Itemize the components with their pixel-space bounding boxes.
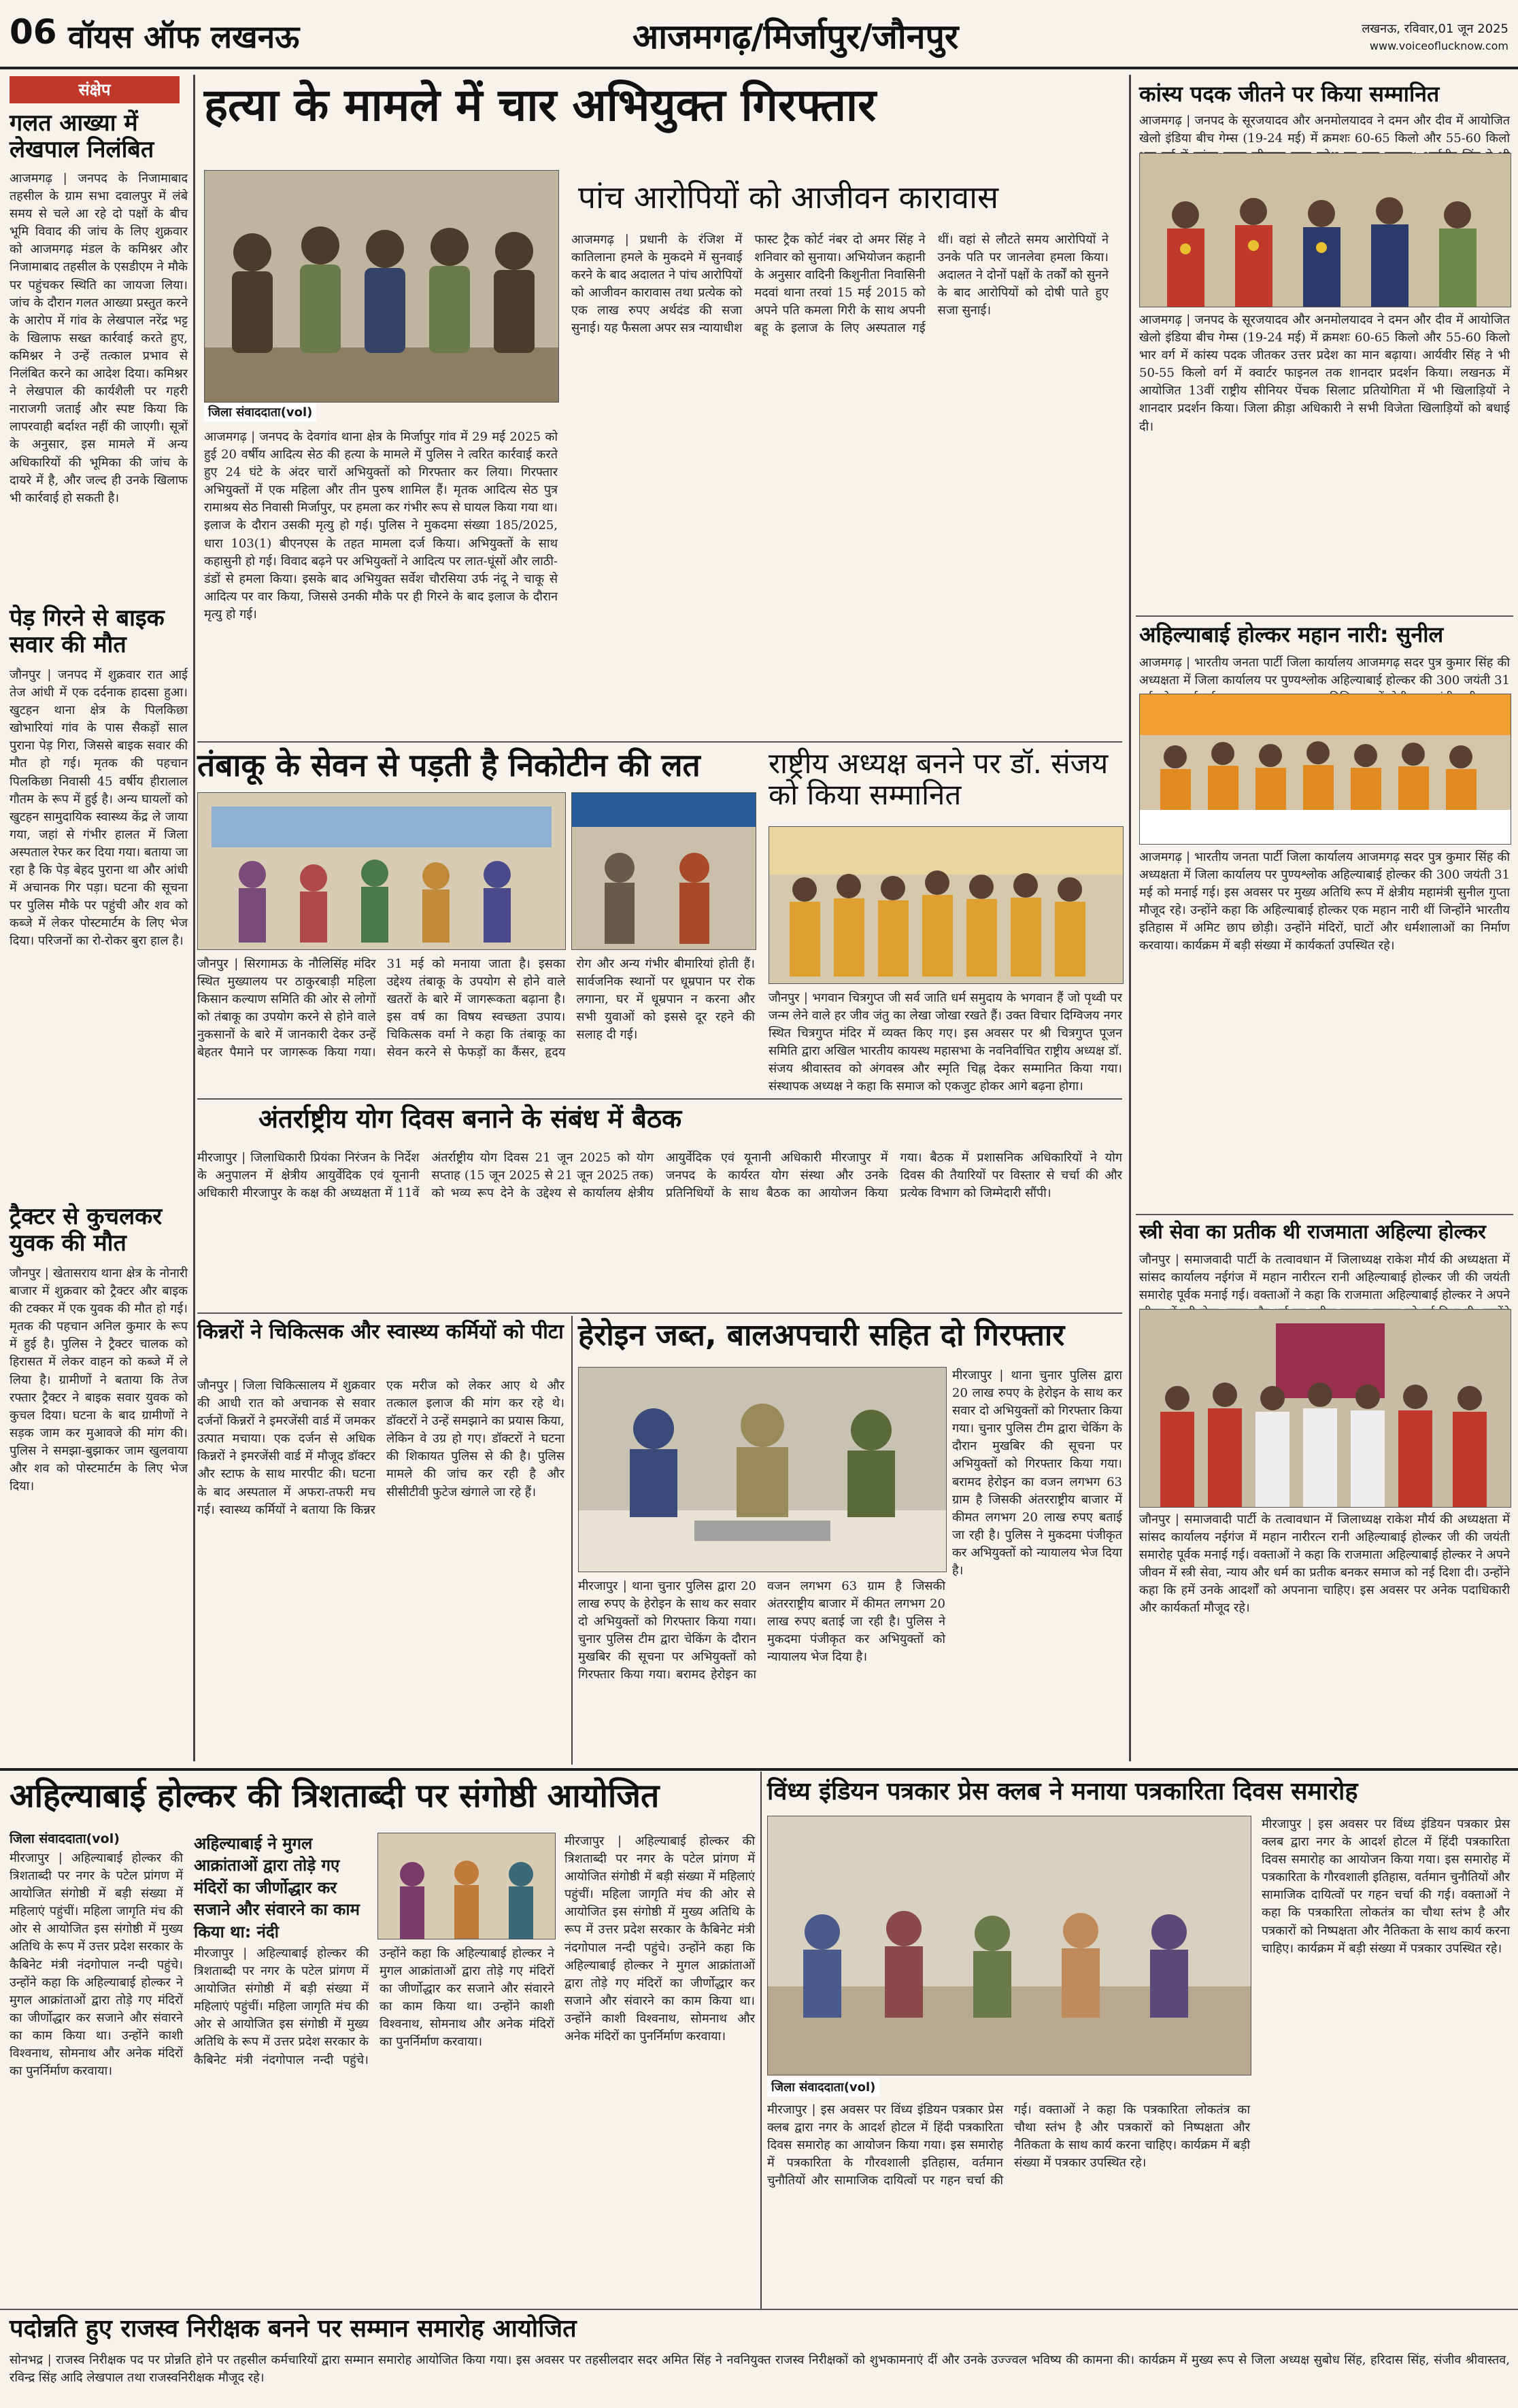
heroin-text: मीरजापुर | थाना चुनार पुलिस द्वारा 20 लाख रुपए के हेरोइन के साथ कर सवार दो अभियुक्तों को गिरफ्तार किया गया। चुनार पुलिस टीम द्वारा चेकिंग के दौरान मुखबिर की सूचना पर अभियुक्तों को गिरफ्तार किया गया। बरामद हेरोइन का वजन लगभग 63 ग्राम है जिसकी अंतरराष्ट्रीय बाजार में कीमत लगभग 20 लाख रुपए बताई जा रही है। पुलिस ने मुकदमा पंजीकृत कर अभियुक्तों को न्यायालय भेज दिया है। [578,1579,945,1682]
ahilya-seminar-headline: अहिल्याबाई होल्कर की त्रिशताब्दी पर संगोष्ठी आयोजित [10,1777,660,1815]
patrakar-photo-image [768,1816,1251,2075]
ahilya-seminar-pullquote: अहिल्याबाई ने मुगल आक्रांताओं द्वारा तोड़े गए मंदिरों का जीर्णोद्धार कर सजाने और संवारने का काम किया था: नंदी [194,1834,360,1941]
rule-yoga-top [197,1098,1122,1100]
sidebar-text-2: जौनपुर | जनपद में शुक्रवार रात आई तेज आंधी में एक दर्दनाक हादसा हुआ। खुटहन थाना क्षेत्र के पिलकिछा खोभारियां गांव के पास सैकड़ों साल पुराना पेड़ गिरा, जिससे बाइक सवार की मौत हो गई। मृतक की पहचान पिलकिछा निवासी 45 वर्षीय हीरालाल गौतम के रूप में हुई है। अन्य घायलों को खुटहन सामुदायिक स्वास्थ्य केंद्र ले जाया गया, जहां से गंभीर हालत में जिला अस्पताल रेफर कर दिया गया। बताया जा रहा है कि पेड़ बेहद पुराना था और आंधी में अचानक गिर पड़ा। घटना की सूचना पर पुलिस मौके पर पहुंची और शव को कब्जे में लेकर पोस्टमार्टम के लिए भेज दिया। परिजनों का रो-रोकर बुरा हाल है। [10,668,188,949]
ahilya-sunil-photo [1139,694,1511,845]
tobacco-photo [197,792,566,950]
ahilya-seminar-byline: जिला संवाददाता(vol) [10,1831,120,1846]
lead-photo-image [205,171,558,402]
page-number: 06 [10,12,57,52]
rule-kinnar-top [197,1312,1122,1314]
sidebar-headline-3: ट्रैक्टर से कुचलकर युवक की मौत [10,1203,163,1257]
ahilya-seminar-photo [377,1833,556,1939]
kansya-photo-image [1140,154,1511,307]
padonnati-headline: पदोन्नति हुए राजस्व निरीक्षक बनने पर सम्मान समारोह आयोजित [10,2315,577,2343]
lead-photo-caption: जिला संवाददाता(vol) [204,403,316,422]
stri-seva-photo [1139,1309,1511,1508]
stri-seva-photo-image [1140,1310,1511,1507]
ahilya-seminar-text-1: मीरजापुर | अहिल्याबाई होल्कर की त्रिशताब्दी पर नगर के पटेल प्रांगण में आयोजित संगोष्ठी में बड़ी संख्या में महिलाएं पहुंचीं। महिला जागृति मंच की ओर से आयोजित इस संगोष्ठी में मुख्य अतिथि के रूप में उत्तर प्रदेश सरकार के कैबिनेट मंत्री नंदगोपाल नन्दी पहुंचे। उन्होंने कहा कि अहिल्याबाई होल्कर ने मुगल आक्रांताओं द्वारा तोड़े गए मंदिरों का जीर्णोद्धार कर सजाने और संवारने का काम किया था। उन्होंने काशी विश्वनाथ, सोमनाथ और अनेक मंदिरों का पुनर्निर्माण करवाया। [10,1851,183,2079]
stri-seva-headline: स्त्री सेवा का प्रतीक थी राजमाता अहिल्या होल्कर [1139,1220,1486,1243]
ahilya-seminar-text-3: मीरजापुर | अहिल्याबाई होल्कर की त्रिशताब्दी पर नगर के पटेल प्रांगण में आयोजित संगोष्ठी में बड़ी संख्या में महिलाएं पहुंचीं। महिला जागृति मंच की ओर से आयोजित इस संगोष्ठी में मुख्य अतिथि के रूप में उत्तर प्रदेश सरकार के कैबिनेट मंत्री नंदगोपाल नन्दी पहुंचे। उन्होंने कहा कि अहिल्याबाई होल्कर ने मुगल आक्रांताओं द्वारा तोड़े गए मंदिरों का जीर्णोद्धार कर सजाने और संवारने का काम किया था। उन्होंने काशी विश्वनाथ, सोमनाथ और अनेक मंदिरों का पुनर्निर्माण करवाया। [564,1834,755,2044]
rashtriya-photo-image [769,827,1123,983]
ahilya-sunil-text: आजमगढ़ | भारतीय जनता पार्टी जिला कार्यालय आजमगढ़ सदर पुत्र कुमार सिंह की अध्यक्षता में जिला कार्यालय पर पुण्यश्लोक अहिल्याबाई होल्कर की 300 जयंती 31 मई को मनाई गई। इस अवसर पर मुख्य अतिथि रूप में क्षेत्रीय महामंत्री सुनील गुप्ता मौजूद रहे। उन्होंने कहा कि अहिल्याबाई होल्कर एक महान नारी थीं जिन्होंने भारतीय इतिहास में अमिट छाप छोड़ी। उन्होंने मंदिरों, घाटों और धर्मशालाओं का निर्माण करवाया। कार्यक्रम में बड़ी संख्या में कार्यकर्ता उपस्थित रहे। [1139,850,1510,953]
lead-text: आजमगढ़ | जनपद के देवगांव थाना क्षेत्र के मिर्जापुर गांव में 29 मई 2025 को हुई 20 वर्षीय आदित्य सेठ की हत्या के मामले में पुलिस ने त्वरित कार्रवाई करते हुए 24 घंटे के अंदर चारों अभियुक्तों को गिरफ्तार कर लिया। गिरफ्तार अभियुक्तों में एक महिला और तीन पुरुष शामिल हैं। मृतक आदित्य सेठ पुत्र रामाश्रय सेठ निवासी मिर्जापुर, पर हमला कर गंभीर रूप से घायल किया गया था। इलाज के दौरान उसकी मृत्यु हो गई। पुलिस ने मुकदमा संख्या 185/2025, धारा 103(1) बीएनएस के तहत मामला दर्ज किया। अभियुक्तों के साथ कहासुनी हो गई। विवाद बढ़ने पर अभियुक्तों ने आदित्य पर लात-घूंसों और लाठी-डंडों से हमला किया। इसके बाद अभियुक्त सर्वेश चौरसिया उर्फ नंदू ने चाकू से आदित्य पर वार किया, जिससे उनकी मौके पर ही गिरने के बाद इलाज के दौरान मृत्यु हो गई। [204,430,558,622]
ahilya-seminar-photo-image [378,1833,555,1939]
tobacco-photo-2-image [572,793,756,949]
sidebar-text-3: जौनपुर | खेतासराय थाना क्षेत्र के नोनारी बाजार में शुक्रवार को ट्रैक्टर और बाइक की टक्कर में एक युवक की मौत हो गई। मृतक की पहचान अनिल कुमार के रूप में हुई है। पुलिस ने ट्रैक्टर चालक को हिरासत में लेकर वाहन को कब्जे में ले लिया है। ग्रामीणों ने बताया कि तेज रफ्तार ट्रैक्टर ने बाइक सवार युवक को कुचल दिया। घटना के बाद ग्रामीणों ने सड़क जाम कर मुआवजे की मांग की। पुलिस ने समझा-बुझाकर जाम खुलवाया और शव को पोस्टमार्टम के लिए भेज दिया। [10,1266,188,1494]
lead-sub-headline: पांच आरोपियों को आजीवन कारावास [578,179,999,216]
patrakar-byline: जिला संवाददाता(vol) [767,2078,879,2097]
rule-lead-bottom [197,741,1122,743]
rule-stri-top [1136,1214,1513,1215]
lead-photo [204,170,559,403]
rule-sunil-top [1136,615,1513,617]
sidebar-headline-2: पेड़ गिरने से बाइक सवार की मौत [10,605,165,659]
ahilya-sunil-headline: अहिल्याबाई होल्कर महान नारी: सुनील [1139,622,1444,647]
heroin-headline: हेरोइन जब्त, बालअपचारी सहित दो गिरफ्तार [578,1318,1065,1353]
kansya-photo [1139,153,1511,307]
paper-name: वॉयस ऑफ लखनऊ [68,18,300,55]
kansya-headline: कांस्य पदक जीतने पर किया सम्मानित [1139,81,1440,107]
tobacco-headline: तंबाकू के सेवन से पड़ती है निकोटीन की लत [197,747,701,783]
kinnar-headline: किन्नरों ने चिकित्सक और स्वास्थ्य कर्मियों को पीटा [197,1320,564,1344]
date-line: लखनऊ, रविवार,01 जून 2025 [1362,22,1508,36]
heroin-photo [578,1367,947,1572]
website[interactable]: www.voiceoflucknow.com [1369,39,1508,52]
kinnar-text: जौनपुर | जिला चिकित्सालय में शुक्रवार की आधी रात को अचानक से सवार दर्जनों किन्नरों ने इमरजेंसी वार्ड में जमकर उत्पात मचाया। एक दर्जन से अधिक किन्नरों ने इमरजेंसी वार्ड में मौजूद डॉक्टर और स्टाफ के साथ मारपीट की। घटना के बाद अस्पताल में अफरा-तफरी मच गई। स्वास्थ्य कर्मियों ने बताया कि किन्नर एक मरीज को लेकर आए थे और तत्काल इलाज की मांग कर रहे थे। डॉक्टरों ने उन्हें समझाने का प्रयास किया, लेकिन वे उग्र हो गए। डॉक्टरों ने घटना की शिकायत पुलिस से की है। पुलिस मामले की जांच कर रही है और सीसीटीवी फुटेज खंगाले जा रहे हैं। [197,1378,564,1517]
patrakar-photo [767,1816,1251,2075]
rule-lower-top [0,1768,1518,1771]
lead-headline: हत्या के मामले में चार अभियुक्त गिरफ्तार [204,79,877,131]
patrakar-text-1: मीरजापुर | इस अवसर पर विंध्य इंडियन पत्रकार प्रेस क्लब द्वारा नगर के आदर्श होटल में हिंदी पत्रकारिता दिवस समारोह का आयोजन किया गया। इस समारोह में पत्रकारिता के गौरवशाली इतिहास, वर्तमान चुनौतियों और सामाजिक दायित्वों पर गहन चर्चा की गई। वक्ताओं ने कहा कि पत्रकारिता लोकतंत्र का चौथा स्तंभ है और पत्रकारों को निष्पक्षता और नैतिकता के साथ कार्य करना चाहिए। कार्यक्रम में बड़ी संख्या में पत्रकार उपस्थित रहे। [767,2103,1250,2188]
stri-seva-lead: जौनपुर | समाजवादी पार्टी के तत्वावधान में जिलाध्यक्ष राकेश मौर्य की अध्यक्षता में सांसद कार्यालय नईगंज में महान नारीरत्न रानी अहिल्याबाई होल्कर जी की जयंती समारोह पूर्वक मनाई गई। वक्ताओं ने कहा कि राजमाता अहिल्याबाई होल्कर ने अपने [1139,1253,1510,1303]
ahilya-sunil-lead: आजमगढ़ | भारतीय जनता पार्टी जिला कार्यालय आजमगढ़ सदर पुत्र कुमार सिंह की अध्यक्षता में जिला कार्यालय पर पुण्यश्लोक अहिल्याबाई होल्कर की 300 जयंती 31 [1139,656,1510,688]
rashtriya-headline: राष्ट्रीय अध्यक्ष बनने पर डॉ. संजय को किया सम्मानित [769,747,1109,812]
patrakar-text-2: मीरजापुर | इस अवसर पर विंध्य इंडियन पत्रकार प्रेस क्लब द्वारा नगर के आदर्श होटल में हिंदी पत्रकारिता दिवस समारोह का आयोजन किया गया। इस समारोह में पत्रकारिता के गौरवशाली इतिहास, वर्तमान चुनौतियों और सामाजिक दायित्वों पर गहन चर्चा की गई। वक्ताओं ने कहा कि पत्रकारिता लोकतंत्र का चौथा स्तंभ है और पत्रकारों को निष्पक्षता और नैतिकता के साथ कार्य करना चाहिए। कार्यक्रम में बड़ी संख्या में पत्रकार उपस्थित रहे। [1262,1817,1510,1956]
region-title: आजमगढ़/मिर्जापुर/जौनपुर [632,17,959,56]
sidebar-text-1: आजमगढ़ | जनपद के निजामाबाद तहसील के ग्राम सभा दवालपुर में लंबे समय से चले आ रहे दो पक्षों के बीच भूमि विवाद की जांच के लिए शुक्रवार को आजमगढ़ मंडल के कमिश्नर और निजामाबाद तहसील के एसडीएम ने मौके पर पहुंचकर स्थिति का जायजा लिया। जांच के दौरान गलत आख्या प्रस्तुत करने के आरोप में गांव के लेखपाल नरेंद्र भट्ट के खिलाफ सख्त कार्रवाई करते हुए, कमिश्नर ने उन्हें तत्काल प्रभाव से निलंबित करने का आदेश दिया। कमिश्नर ने लेखपाल की कार्यशैली पर गहरी नाराजगी जताई और स्पष्ट किया कि लापरवाही बर्दाश्त नहीं की जाएगी। सूत्रों के अनुसार, इस मामले में अन्य अधिकारियों की भूमिका की जांच के दायरे में है, और जल्द ही उनके खिलाफ भी कार्रवाई हो सकती है। [10,171,188,505]
right-divider [1129,75,1131,1761]
sidebar-label: संक्षेप [10,76,180,103]
kansya-text: आजमगढ़ | जनपद के सूरजयादव और अनमोलयादव ने दमन और दीव में आयोजित खेलो इंडिया बीच गेम्स (19-24 मई) में क्रमशः 60-65 किलो और 55-60 किलो भार वर्ग में कांस्य पदक जीतकर उत्तर प्रदेश का मान बढ़ाया। आर्यवीर सिंह ने भी 50-55 किलो वर्ग में क्वार्टर फाइनल तक शानदार प्रदर्शन किया। लखनऊ में आयोजित 13वीं राष्ट्रीय सीनियर पेंचक सिलाट प्रतियोगिता में भी खिलाड़ियों ने शानदार प्रदर्शन किया। जिला क्रीड़ा अधिकारी ने सभी विजेता खिलाड़ियों को बधाई दी। [1139,313,1510,434]
tobacco-text: जौनपुर | सिरगामऊ के नौलिसिंह मंदिर स्थित मुख्यालय पर ठाकुरबाड़ी महिला किसान कल्याण समिति की ओर से लोगों को तंबाकू का उपयोग करने से होने वाले नुकसानों के बारे में जानकारी देकर उन्हें बेहतर पैमाने पर जागरूक किया गया। 31 मई को मनाया जाता है। इसका उद्देश्य तंबाकू के उपयोग से होने वाले खतरों के बारे में जागरूकता बढ़ाना है। इस वर्ष का विषय स्वच्छता उपाय। चिकित्सक वर्मा ने कहा कि तंबाकू का सेवन करने से फेफड़ों का कैंसर, हृदय रोग और अन्य गंभीर बीमारियां होती हैं। सार्वजनिक स्थानों पर धूम्रपान पर रोक लगाना, घर में धूम्रपान न करना और सभी युवाओं को इससे दूर रहने की सलाह दी गई। [197,957,755,1060]
yoga-headline: अंतर्राष्ट्रीय योग दिवस बनाने के संबंध में बैठक [258,1104,682,1134]
ahilya-seminar-text-2: मीरजापुर | अहिल्याबाई होल्कर की त्रिशताब्दी पर नगर के पटेल प्रांगण में आयोजित संगोष्ठी में बड़ी संख्या में महिलाएं पहुंचीं। महिला जागृति मंच की ओर से आयोजित इस संगोष्ठी में मुख्य अतिथि के रूप में उत्तर प्रदेश सरकार के कैबिनेट मंत्री नंदगोपाल नन्दी पहुंचे। उन्होंने कहा कि अहिल्याबाई होल्कर ने मुगल आक्रांताओं द्वारा तोड़े गए मंदिरों का जीर्णोद्धार कर सजाने और संवारने का काम किया था। उन्होंने काशी विश्वनाथ, सोमनाथ और अनेक मंदिरों का पुनर्निर्माण करवाया। [194,1946,554,2067]
masthead-rule [0,67,1518,69]
kansya-lead-text: आजमगढ़ | जनपद के सूरजयादव और अनमोलयादव ने दमन और दीव में आयोजित खेलो इंडिया बीच गेम्स (19-24 मई) में क्रमशः 60-65 किलो और 55-60 किलो [1139,114,1510,146]
heroin-photo-image [579,1368,946,1572]
rashtriya-text: जौनपुर | भगवान चित्रगुप्त जी सर्व जाति धर्म समुदाय के भगवान हैं जो पृथ्वी पर जन्म लेने वाले हर जीव जंतु का लेखा जोखा रखते हैं। उक्त विचार दिग्विजय नगर स्थित चित्रगुप्त मंदिर में व्यक्त किए गए। इस अवसर पर श्री चित्रगुप्त पूजन समिति द्वारा अखिल भारतीय कायस्थ महासभा के नवनिर्वाचित राष्ट्रीय अध्यक्ष डॉ. संजय श्रीवास्तव को अंगवस्त्र और स्मृति चिह्न देकर सम्मानित किया गया। संस्थापक अध्यक्ष ने कहा कि समाज को एकजुट होकर आगे बढ़ना होगा। [769,991,1122,1094]
ahilya-sunil-photo-image [1140,694,1511,844]
kinnar-divider [571,1316,573,1765]
padonnati-text: सोनभद्र | राजस्व निरीक्षक पद पर प्रोन्नति होने पर तहसील कर्मचारियों द्वारा सम्मान समारोह आयोजित किया गया। इस अवसर पर तहसीलदार सदर अमित सिंह ने नवनियुक्त राजस्व निरीक्षकों को शुभकामनाएं दीं और उनके उज्ज्वल भविष्य की कामना की। कार्यक्रम में मुख्य रूप से जिला अध्यक्ष सुबोध सिंह, हरिदास सिंह, संजीव श्रीवास्तव, रविन्द्र सिंह आदि लेखपाल तथा राजस्वनिरीक्षक मौजूद रहे। [10,2353,1510,2386]
tobacco-photo-image [198,793,565,949]
sidebar-headline-1: गलत आख्या में लेखपाल निलंबित [10,109,154,164]
stri-seva-text: जौनपुर | समाजवादी पार्टी के तत्वावधान में जिलाध्यक्ष राकेश मौर्य की अध्यक्षता में सांसद कार्यालय नईगंज में महान नारीरत्न रानी अहिल्याबाई होल्कर जी की जयंती समारोह पूर्वक मनाई गई। वक्ताओं ने कहा कि राजमाता अहिल्याबाई होल्कर ने अपने जीवन में स्त्री सेवा, न्याय और धर्म का प्रतीक बनकर समाज को नई दिशा दी। उन्होंने कहा कि हमें उनके आदर्शों को अपनाना चाहिए। इस अवसर पर अनेक पदाधिकारी और कार्यकर्ता मौजूद रहे। [1139,1512,1510,1616]
lower-divider [760,1771,762,2309]
sidebar-divider [193,75,195,1761]
tobacco-photo-2 [571,792,756,950]
heroin-text-column: मीरजापुर | थाना चुनार पुलिस द्वारा 20 लाख रुपए के हेरोइन के साथ कर सवार दो अभियुक्तों को गिरफ्तार किया गया। चुनार पुलिस टीम द्वारा चेकिंग के दौरान मुखबिर की सूचना पर अभियुक्तों को गिरफ्तार किया गया। बरामद हेरोइन का वजन लगभग 63 ग्राम है जिसकी अंतरराष्ट्रीय बाजार में कीमत लगभग 20 लाख रुपए बताई जा रही है। पुलिस ने मुकदमा पंजीकृत कर अभियुक्तों को न्यायालय भेज दिया है। [952,1368,1122,1578]
yoga-text: मीरजापुर | जिलाधिकारी प्रियंका निरंजन के निर्देश के अनुपालन में क्षेत्रीय आयुर्वेदिक एवं यूनानी अधिकारी मीरजापुर के कक्ष की अध्यक्षता में 11वें अंतर्राष्ट्रीय योग दिवस 21 जून 2025 को योग सप्ताह (15 जून 2025 से 21 जून 2025 तक) को भव्य रूप देने के उद्देश्य से कार्यालय क्षेत्रीय आयुर्वेदिक एवं यूनानी अधिकारी मीरजापुर में जनपद के कार्यरत योग संस्था और उनके प्रतिनिधियों के साथ बैठक का आयोजन किया गया। बैठक में प्रशासनिक अधिकारियों ने योग दिवस की तैयारियों पर विस्तार से चर्चा की और प्रत्येक विभाग को जिम्मेदारी सौंपी। [197,1151,1122,1201]
masthead [0,0,1518,68]
rule-bottom-strip [0,2309,1518,2310]
patrakar-headline: विंध्य इंडियन पत्रकार प्रेस क्लब ने मनाया पत्रकारिता दिवस समारोह [767,1778,1358,1805]
rashtriya-photo [769,826,1124,984]
lead-sub-text: आजमगढ़ | प्रधानी के रंजिश में कातिलाना हमले के मुकदमे में सुनवाई करने के बाद अदालत ने पांच आरोपियों को आजीवन कारावास तथा प्रत्येक को एक लाख रुपए अर्थदंड की सजा सुनाई। यह फैसला अपर सत्र न्यायाधीश फास्ट ट्रैक कोर्ट नंबर दो अमर सिंह ने शनिवार को सुनाया। अभियोजन कहानी के अनुसार वादिनी किशुनीता निवासिनी मदवां थाना तरवां 15 मई 2015 को अपने पति कमला गिरी के साथ अपनी बहू के इलाज के लिए अस्पताल गई थीं। वहां से लौटते समय आरोपियों ने उनके पति पर जानलेवा हमला किया। अदालत ने दोनों पक्षों के तर्कों को सुनने के बाद आरोपियों को दोषी पाते हुए सजा सुनाई। [571,233,1109,336]
